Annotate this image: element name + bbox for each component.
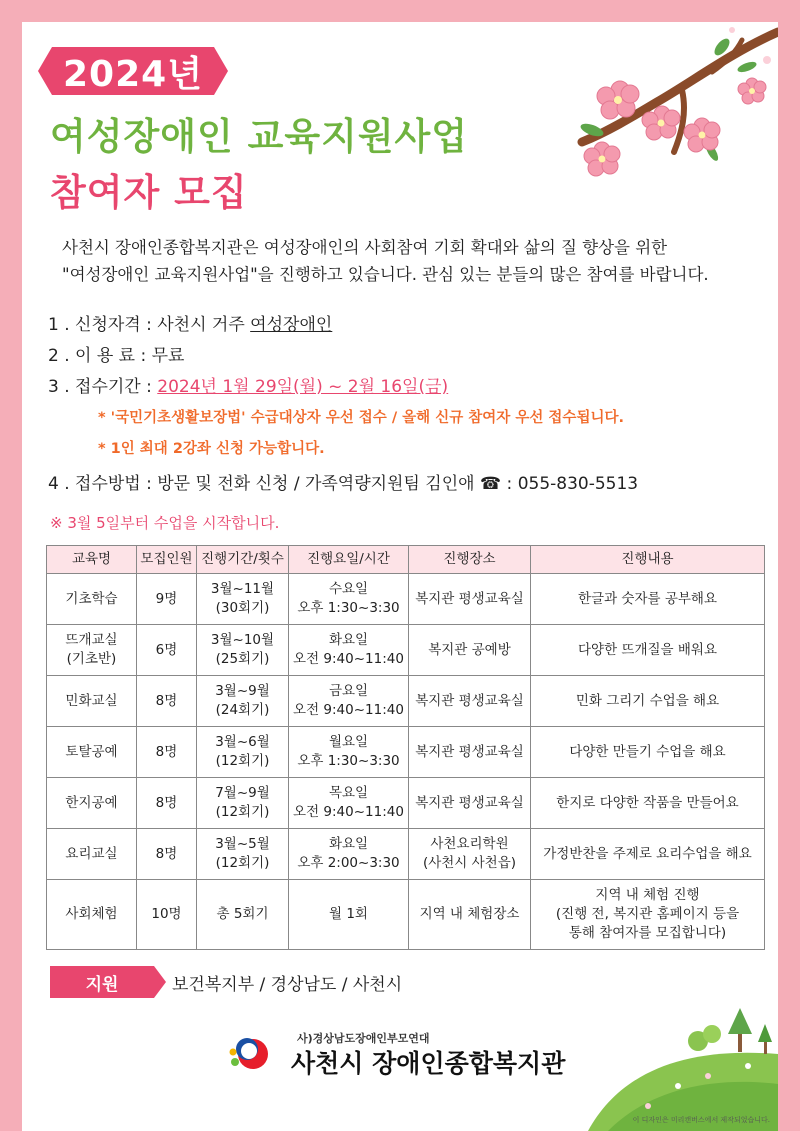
table-row <box>47 625 765 676</box>
year-badge: 2024년 <box>52 47 214 95</box>
column-header: 진행요일/시간 <box>289 546 409 574</box>
support-badge: 지원 <box>50 966 154 998</box>
class-period: 3월~5월 (12회기) <box>197 829 289 880</box>
class-content: 가정반찬을 주제로 요리수업을 해요 <box>531 829 765 880</box>
class-place: 복지관 공예방 <box>409 625 531 676</box>
class-place: 복지관 평생교육실 <box>409 676 531 727</box>
fee-item: 2 . 이 용 료 : 무료 <box>48 346 185 366</box>
grassy-hill-icon <box>588 1006 778 1131</box>
class-name: 기초학습 <box>47 574 137 625</box>
design-credit: 이 디자인은 미리캔버스에서 제작되었습니다. <box>632 1116 770 1124</box>
intro-paragraph <box>62 234 709 288</box>
period-label: 3 . 접수기간 : <box>48 377 158 397</box>
class-period: 총 5회기 <box>197 880 289 950</box>
class-count: 8명 <box>137 676 197 727</box>
class-place: 복지관 평생교육실 <box>409 778 531 829</box>
class-period: 3월~10월 (25회기) <box>197 625 289 676</box>
class-count: 9명 <box>137 574 197 625</box>
eligibility-value: 여성장애인 <box>250 315 333 335</box>
class-place: 지역 내 체험장소 <box>409 880 531 950</box>
priority-note: * '국민기초생활보장법' 수급대상자 우선 접수 / 올해 신규 참여자 우선 접수됩니다. <box>98 410 624 426</box>
schedule-table <box>46 545 765 950</box>
class-schedule: 화요일 오후 2:00~3:30 <box>289 829 409 880</box>
class-place: 사천요리학원 (사천시 사천읍) <box>409 829 531 880</box>
class-period: 3월~11월 (30회기) <box>197 574 289 625</box>
method-item: 4 . 접수방법 : 방문 및 전화 신청 / 가족역량지원팀 김인애 ☎ : 055-830-5513 <box>48 474 639 494</box>
class-count: 8명 <box>137 727 197 778</box>
column-header: 모집인원 <box>137 546 197 574</box>
class-period: 3월~9월 (24회기) <box>197 676 289 727</box>
limit-note: * 1인 최대 2강좌 신청 가능합니다. <box>98 441 325 457</box>
cherry-blossom-branch-icon <box>562 22 778 192</box>
class-place: 복지관 평생교육실 <box>409 574 531 625</box>
class-period: 3월~6월 (12회기) <box>197 727 289 778</box>
period-value: 2024년 1월 29일(월) ~ 2월 16일(금) <box>157 377 449 397</box>
class-name: 사회체험 <box>47 880 137 950</box>
class-schedule: 수요일 오후 1:30~3:30 <box>289 574 409 625</box>
table-row <box>47 829 765 880</box>
class-content: 한글과 숫자를 공부해요 <box>531 574 765 625</box>
eligibility-item <box>48 310 332 335</box>
class-name: 민화교실 <box>47 676 137 727</box>
class-content: 다양한 만들기 수업을 해요 <box>531 727 765 778</box>
page-title: 여성장애인 교육지원사업 <box>50 115 469 158</box>
table-row <box>47 880 765 950</box>
class-count: 8명 <box>137 778 197 829</box>
table-row <box>47 676 765 727</box>
column-header: 진행기간/횟수 <box>197 546 289 574</box>
class-content: 지역 내 체험 진행 (진행 전, 복지관 홈페이지 등을 통해 참여자를 모집합니다) <box>531 880 765 950</box>
class-schedule: 월요일 오후 1:30~3:30 <box>289 727 409 778</box>
class-schedule: 월 1회 <box>289 880 409 950</box>
column-header: 진행내용 <box>531 546 765 574</box>
class-count: 8명 <box>137 829 197 880</box>
table-row <box>47 574 765 625</box>
class-name: 토탈공예 <box>47 727 137 778</box>
column-header: 진행장소 <box>409 546 531 574</box>
class-name: 뜨개교실 (기초반) <box>47 625 137 676</box>
start-notice: ※ 3월 5일부터 수업을 시작합니다. <box>50 514 280 532</box>
class-content: 한지로 다양한 작품을 만들어요 <box>531 778 765 829</box>
column-header: 교육명 <box>47 546 137 574</box>
support-sponsors: 보건복지부 / 경상남도 / 사천시 <box>172 975 403 995</box>
class-count: 10명 <box>137 880 197 950</box>
class-content: 다양한 뜨개질을 배워요 <box>531 625 765 676</box>
class-schedule: 화요일 오전 9:40~11:40 <box>289 625 409 676</box>
class-place: 복지관 평생교육실 <box>409 727 531 778</box>
class-name: 한지공예 <box>47 778 137 829</box>
poster-sheet <box>22 22 778 1131</box>
organization-logo-icon <box>227 1032 277 1072</box>
class-content: 민화 그리기 수업을 해요 <box>531 676 765 727</box>
intro-line: 사천시 장애인종합복지관은 여성장애인의 사회참여 기회 확대와 삶의 질 향상을 위한 <box>62 238 668 257</box>
organization-name: 사천시 장애인종합복지관 <box>291 1049 566 1078</box>
table-row <box>47 778 765 829</box>
class-count: 6명 <box>137 625 197 676</box>
class-schedule: 목요일 오전 9:40~11:40 <box>289 778 409 829</box>
class-period: 7월~9월 (12회기) <box>197 778 289 829</box>
class-name: 요리교실 <box>47 829 137 880</box>
eligibility-label: 1 . 신청자격 : 사천시 거주 <box>48 315 251 335</box>
page-subtitle: 참여자 모집 <box>50 171 248 214</box>
organization-parent: 사)경상남도장애인부모연대 <box>297 1032 430 1045</box>
table-header-row <box>47 546 765 574</box>
table-row <box>47 727 765 778</box>
period-item <box>48 372 448 397</box>
intro-line: "여성장애인 교육지원사업"을 진행하고 있습니다. 관심 있는 분들의 많은 참여를 바랍니다. <box>62 265 709 284</box>
class-schedule: 금요일 오전 9:40~11:40 <box>289 676 409 727</box>
